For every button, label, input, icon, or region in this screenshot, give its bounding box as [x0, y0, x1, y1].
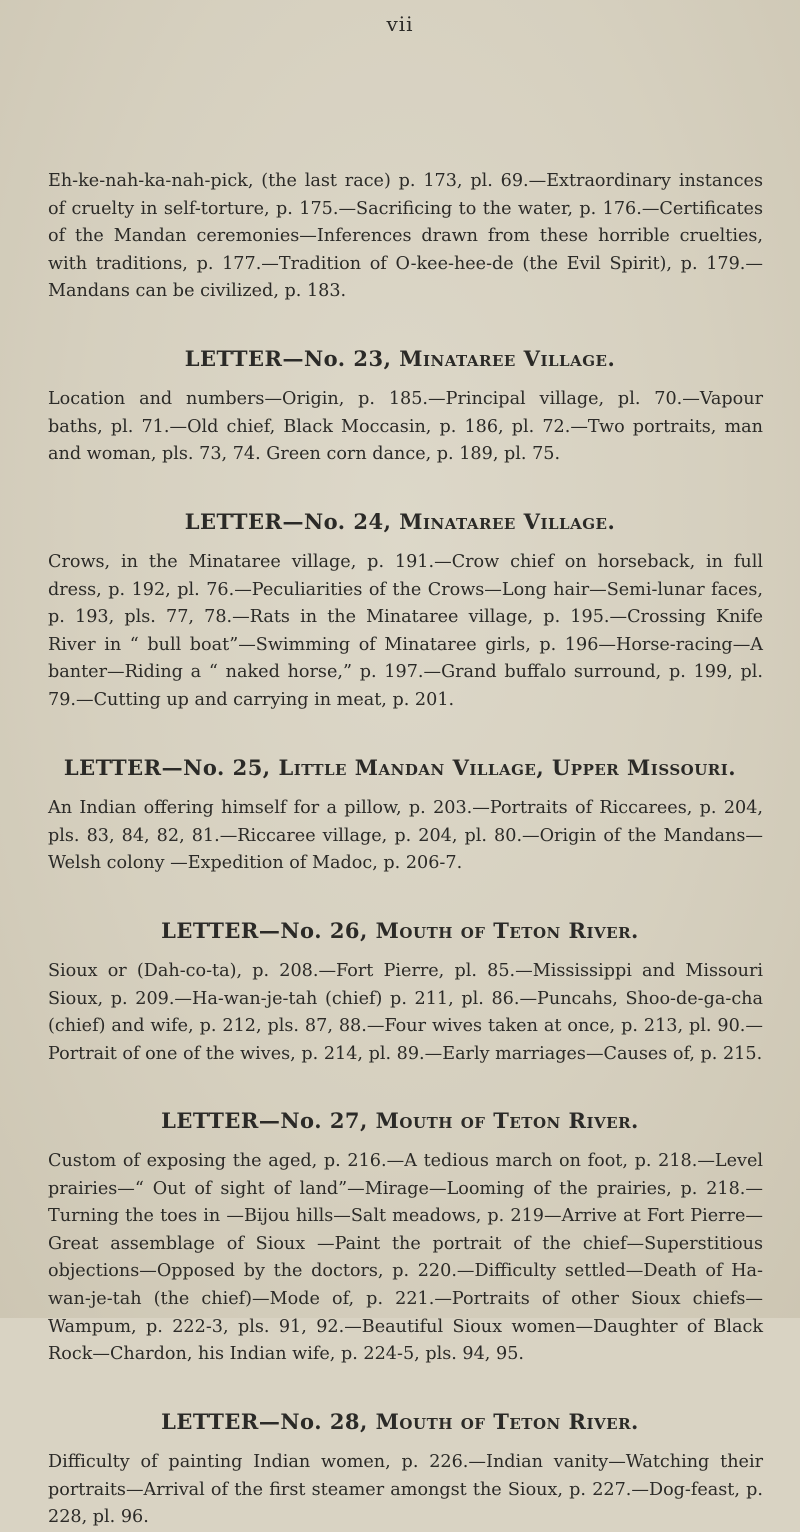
letter-28-body: Difficulty of painting Indian women, p. 226.—Indian vanity—Watching their portraits—Arrival of the first steamer amongst the Sioux, p. 227.—Dog-feast, p. 228, pl. 96. [48, 1452, 763, 1528]
letter-28-heading [0, 1409, 800, 1435]
letter-26-title: LETTER—No. 26, [161, 918, 368, 943]
letter-28-title: LETTER—No. 28, [161, 1409, 368, 1434]
letter-24-body: Crows, in the Minataree village, p. 191.—Crow chief on horseback, in full dress, p. 192, pl. 76.—Peculiarities of the Crows—Long hair—Semi-lunar faces, p. 193, pls. 77, 78.—Rats in the Minataree village, p. 195.—Crossing Knife River in “ bull boat”—Swimming of Minataree girls, p. 196—Horse-racing—A banter—Riding a “ naked horse,” p. 197.—Grand buffalo surround, p. 199, pl. 79.—Cutting up and carrying in meat, p. 201. [48, 552, 763, 710]
letter-23-place: Minataree Village. [399, 346, 616, 371]
letter-24-title: LETTER—No. 24, [184, 509, 392, 534]
letter-26-body: Sioux or (Dah-co-ta), p. 208.—Fort Pierre, pl. 85.—Mississippi and Missouri Sioux, p. 209.—Ha-wan-je-tah (chief) p. 211, pl. 86.—Puncahs, Shoo-de-ga-cha (chief) and wife, p. 212, pls. 87, 88.—Four wives taken at once, p. 213, pl. 90.—Portrait of one of the wives, p. 214, pl. 89.—Early marriages—Causes of, p. 215. [48, 961, 763, 1064]
intro-paragraph: Eh-ke-nah-ka-nah-pick, (the last race) p. 173, pl. 69.—Extraordinary instances of cruelty in self-torture, p. 175.—Sacrificing to the water, p. 176.—Certificates of the Mandan ceremonies—Inferences drawn from these horrible cruelties, with traditions, p. 177.—Tradition of O-kee-hee-de (the Evil Spirit), p. 179.—Mandans can be civilized, p. 183. [48, 171, 763, 302]
letter-25-heading [0, 755, 800, 781]
letter-25-body: An Indian offering himself for a pillow, p. 203.—Portraits of Riccarees, p. 204, pls. 83, 84, 82, 81.—Riccaree village, p. 204, pl. 80.—Origin of the Mandans—Welsh colony —Expedition of Madoc, p. 206-7. [48, 798, 763, 874]
letter-23-heading [0, 346, 800, 372]
letter-27-title: LETTER—No. 27, [161, 1108, 368, 1133]
letter-27-place: Mouth of Teton River. [375, 1108, 639, 1133]
letter-23-body: Location and numbers—Origin, p. 185.—Principal village, pl. 70.—Vapour baths, pl. 71.—Old chief, Black Moccasin, p. 186, pl. 72.—Two portraits, man and woman, pls. 73, 74. Green corn dance, p. 189, pl. 75. [48, 389, 763, 465]
letter-25-place: Little Mandan Village, Upper Missouri. [278, 755, 737, 780]
letter-24-heading [0, 509, 800, 535]
letter-23-title: LETTER—No. 23, [184, 346, 392, 371]
page-number: vii [386, 12, 414, 36]
letter-27-heading [0, 1108, 800, 1134]
letter-26-place: Mouth of Teton River. [375, 918, 639, 943]
letter-26-heading [0, 918, 800, 944]
letter-24-place: Minataree Village. [399, 509, 616, 534]
letter-27-body: Custom of exposing the aged, p. 216.—A tedious march on foot, p. 218.—Level prairies—“ Out of sight of land”—Mirage—Looming of the prairies, p. 218.—Turning the toes in —Bijou hills—Salt meadows, p. 219—Arrive at Fort Pierre—Great assemblage of Sioux —Paint the portrait of the chief—Superstitious objections—Opposed by the doctors, p. 220.—Difficulty settled—Death of Ha-wan-je-tah (the chief)—Mode of, p. 221.—Portraits of other Sioux chiefs—Wampum, p. 222-3, pls. 91, 92.—Beautiful Sioux women—Daughter of Black Rock—Chardon, his Indian wife, p. 224-5, pls. 94, 95. [48, 1151, 763, 1365]
letter-25-title: LETTER—No. 25, [63, 755, 271, 780]
letter-28-place: Mouth of Teton River. [375, 1409, 639, 1434]
